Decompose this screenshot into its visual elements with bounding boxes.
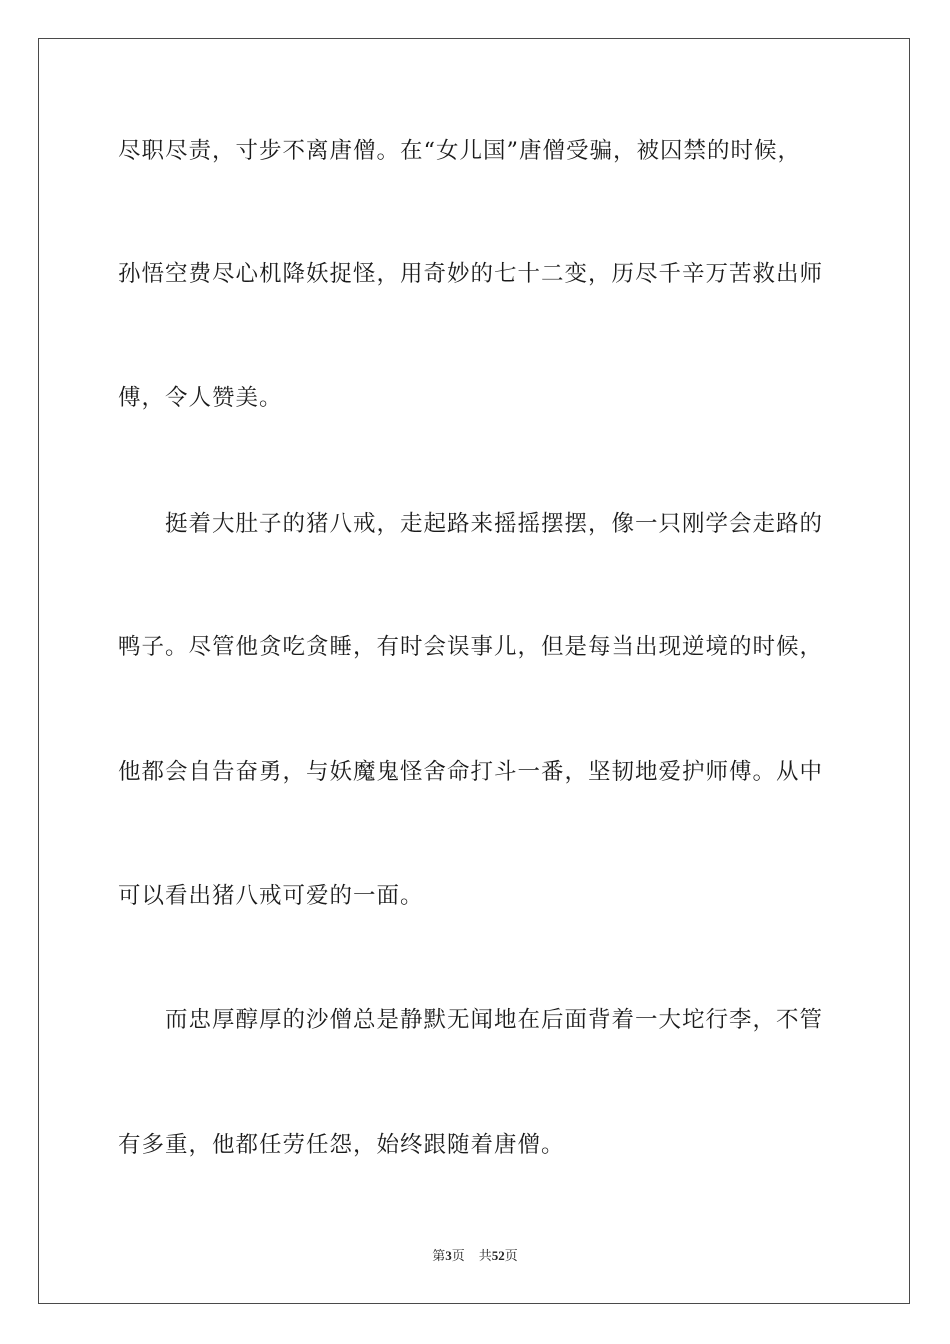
total-prefix: 共	[478, 1249, 492, 1264]
text-line-7: 可以看出猪八戒可爱的一面。	[118, 883, 424, 909]
page-number: 3	[445, 1248, 452, 1263]
text-line-5: 鸭子。尽管他贪吃贪睡，有时会误事儿，但是每当出现逆境的时候，	[118, 634, 824, 660]
page-border	[38, 38, 910, 1304]
text-line-1: 尽职尽责，寸步不离唐僧。在“女儿国”唐僧受骗，被囚禁的时候，	[118, 138, 802, 164]
text-line-6: 他都会自告奋勇，与妖魔鬼怪舍命打斗一番，坚韧地爱护师傅。从中	[118, 759, 824, 785]
text-line-4: 挺着大肚子的猪八戒，走起路来摇摇摆摆，像一只刚学会走路的	[118, 511, 824, 537]
total-pages: 52	[491, 1248, 505, 1263]
text-line-8: 而忠厚醇厚的沙僧总是静默无闻地在后面背着一大坨行李，不管	[118, 1007, 824, 1033]
total-suffix: 页	[504, 1249, 518, 1264]
text-line-9: 有多重，他都任劳任怨，始终跟随着唐僧。	[118, 1132, 565, 1158]
page-prefix: 第	[432, 1249, 446, 1264]
text-line-2: 孙悟空费尽心机降妖捉怪，用奇妙的七十二变，历尽千辛万苦救出师	[118, 261, 824, 287]
text-line-3: 傅，令人赞美。	[118, 385, 283, 411]
page-footer	[0, 1247, 950, 1266]
page-suffix: 页	[451, 1249, 465, 1264]
